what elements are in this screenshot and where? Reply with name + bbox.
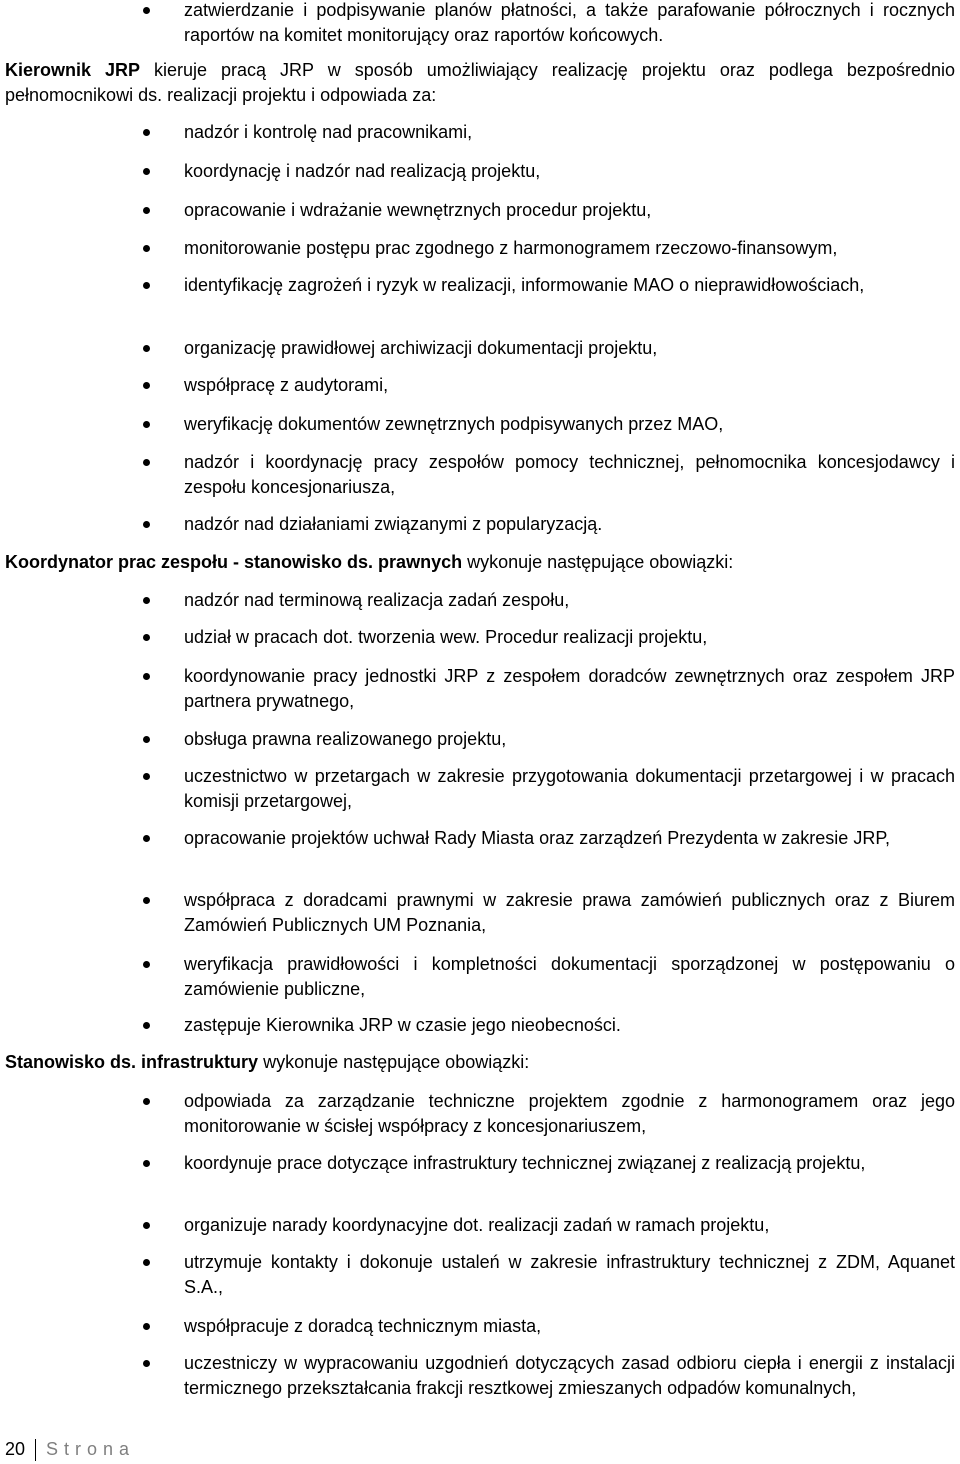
list-item: obsługa prawna realizowanego projektu, bbox=[0, 727, 960, 752]
bullet-icon bbox=[143, 597, 150, 604]
bullet-icon bbox=[143, 1323, 150, 1330]
bullet-icon bbox=[143, 129, 150, 136]
list-item: nadzór nad terminową realizacja zadań zespołu, bbox=[0, 588, 960, 613]
list-item: weryfikacja prawidłowości i kompletności dokumentacji sporządzonej w postępowaniu o zamówienie publiczne, bbox=[0, 952, 960, 1002]
bullet-icon bbox=[143, 7, 150, 14]
list-item: współpraca z doradcami prawnymi w zakresie prawa zamówień publicznych oraz z Biurem Zamówień Publicznych UM Poznania, bbox=[0, 888, 960, 938]
footer-separator bbox=[35, 1439, 36, 1461]
bullet-icon bbox=[143, 421, 150, 428]
list-item: nadzór i kontrolę nad pracownikami, bbox=[0, 120, 960, 145]
bullet-icon bbox=[143, 168, 150, 175]
infrastruktura-intro: wykonuje następujące obowiązki: bbox=[258, 1052, 530, 1072]
list-item: weryfikację dokumentów zewnętrznych podpisywanych przez MAO, bbox=[0, 412, 960, 437]
infrastruktura-paragraph bbox=[5, 1050, 955, 1075]
bullet-icon bbox=[143, 282, 150, 289]
koordynator-heading: Koordynator prac zespołu - stanowisko ds. prawnych bbox=[5, 552, 463, 572]
kierownik-paragraph bbox=[5, 58, 955, 108]
bullet-icon bbox=[143, 673, 150, 680]
bullet-icon bbox=[143, 634, 150, 641]
list-item: nadzór nad działaniami związanymi z popularyzacją. bbox=[0, 512, 960, 537]
kierownik-heading: Kierownik JRP bbox=[5, 60, 141, 80]
list-item: odpowiada za zarządzanie techniczne projektem zgodnie z harmonogramem oraz jego monitorowanie w ścisłej współpracy z koncesjonariuszem, bbox=[0, 1089, 960, 1139]
bullet-icon bbox=[143, 1098, 150, 1105]
bullet-icon bbox=[143, 1160, 150, 1167]
list-item: koordynację i nadzór nad realizacją projektu, bbox=[0, 159, 960, 184]
list-item: monitorowanie postępu prac zgodnego z harmonogramem rzeczowo-finansowym, bbox=[0, 236, 960, 261]
bullet-icon bbox=[143, 961, 150, 968]
koordynator-intro: wykonuje następujące obowiązki: bbox=[462, 552, 734, 572]
list-item: organizuje narady koordynacyjne dot. realizacji zadań w ramach projektu, bbox=[0, 1213, 960, 1238]
bullet-icon bbox=[143, 1022, 150, 1029]
list-item: udział w pracach dot. tworzenia wew. Procedur realizacji projektu, bbox=[0, 625, 960, 650]
list-item: zastępuje Kierownika JRP w czasie jego nieobecności. bbox=[0, 1013, 960, 1038]
list-item: opracowanie projektów uchwał Rady Miasta oraz zarządzeń Prezydenta w zakresie JRP, bbox=[0, 826, 960, 851]
list-item: organizację prawidłowej archiwizacji dokumentacji projektu, bbox=[0, 336, 960, 361]
list-item: zatwierdzanie i podpisywanie planów płatności, a także parafowanie półrocznych i rocznych raportów na komitet monitorujący oraz raportów końcowych. bbox=[0, 0, 960, 48]
list-item: identyfikację zagrożeń i ryzyk w realizacji, informowanie MAO o nieprawidłowościach, bbox=[0, 273, 960, 298]
bullet-icon bbox=[143, 736, 150, 743]
kierownik-intro: kieruje pracą JRP w sposób umożliwiający realizację projektu oraz podlega bezpośrednio pełnomocnikowi ds. realizacji projektu i odpowiada za: bbox=[5, 60, 955, 105]
bullet-icon bbox=[143, 773, 150, 780]
bullet-icon bbox=[143, 1360, 150, 1367]
list-item: utrzymuje kontakty i dokonuje ustaleń w zakresie infrastruktury technicznej z ZDM, Aquanet S.A., bbox=[0, 1250, 960, 1300]
list-item: uczestnictwo w przetargach w zakresie przygotowania dokumentacji przetargowej i w pracach komisji przetargowej, bbox=[0, 764, 960, 814]
bullet-icon bbox=[143, 459, 150, 466]
top-duties-list bbox=[0, 0, 960, 48]
list-item: koordynuje prace dotyczące infrastruktury technicznej związanej z realizacją projektu, bbox=[0, 1151, 960, 1176]
bullet-icon bbox=[143, 521, 150, 528]
bullet-icon bbox=[143, 245, 150, 252]
page-footer bbox=[5, 1436, 135, 1462]
bullet-icon bbox=[143, 345, 150, 352]
page-number: 20 bbox=[5, 1439, 26, 1459]
list-item: nadzór i koordynację pracy zespołów pomocy technicznej, pełnomocnika koncesjodawcy i zespołu koncesjonariusza, bbox=[0, 450, 960, 500]
list-item: opracowanie i wdrażanie wewnętrznych procedur projektu, bbox=[0, 198, 960, 223]
list-item: uczestniczy w wypracowaniu uzgodnień dotyczących zasad odbioru ciepła i energii z instalacji termicznego przekształcania frakcji resztkowej zmieszanych odpadów komunalnych, bbox=[0, 1351, 960, 1401]
bullet-icon bbox=[143, 382, 150, 389]
bullet-icon bbox=[143, 1222, 150, 1229]
bullet-icon bbox=[143, 207, 150, 214]
page-label: Strona bbox=[46, 1439, 136, 1459]
bullet-icon bbox=[143, 1259, 150, 1266]
infrastruktura-heading: Stanowisko ds. infrastruktury bbox=[5, 1052, 259, 1072]
list-item: współpracuje z doradcą technicznym miasta, bbox=[0, 1314, 960, 1339]
list-item: koordynowanie pracy jednostki JRP z zespołem doradców zewnętrznych oraz zespołem JRP partnera prywatnego, bbox=[0, 664, 960, 714]
bullet-icon bbox=[143, 897, 150, 904]
koordynator-paragraph bbox=[5, 550, 955, 575]
bullet-icon bbox=[143, 835, 150, 842]
list-item: współpracę z audytorami, bbox=[0, 373, 960, 398]
